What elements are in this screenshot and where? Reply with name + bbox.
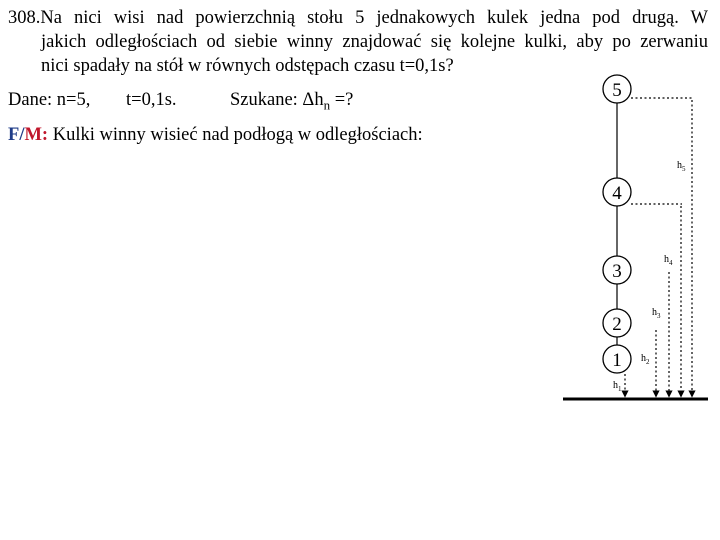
ball-5 bbox=[603, 75, 631, 103]
ball-1 bbox=[603, 345, 631, 373]
fm-f: F bbox=[8, 125, 20, 145]
svg-text:1: 1 bbox=[612, 350, 622, 371]
problem-line-1: 308.Na nici wisi nad powierzchnią stołu 5 jednakowych kulek jedna pod drugą. W bbox=[8, 8, 708, 28]
h4-label: $h_4$ bbox=[664, 254, 673, 267]
svg-text:2: 2 bbox=[612, 314, 622, 335]
problem-number: 308. bbox=[8, 8, 41, 28]
sought-quantity: Szukane: $\Delta h_n$ =? bbox=[230, 90, 354, 113]
h5-label: $h_5$ bbox=[677, 160, 686, 173]
svg-text:4: 4 bbox=[612, 183, 622, 204]
problem-line-2: jakich odległościach od siebie winny znajdować się kolejne kulki, aby po zerwaniu bbox=[41, 32, 708, 52]
h2-label: $h_2$ bbox=[641, 353, 650, 366]
given-data: Dane: n=5, bbox=[8, 90, 91, 110]
given-time: t=0,1s. bbox=[126, 90, 177, 110]
ball-4 bbox=[603, 178, 631, 206]
ball-3 bbox=[603, 256, 631, 284]
svg-text:5: 5 bbox=[612, 80, 622, 101]
h3-label: $h_3$ bbox=[652, 307, 661, 320]
solution-intro: F/M: Kulki winny wisieć nad podłogą w odległościach: bbox=[8, 125, 423, 145]
svg-text:3: 3 bbox=[612, 261, 622, 282]
problem-line-3: nici spadały na stół w równych odstępach czasu t=0,1s? bbox=[41, 56, 454, 76]
fm-m: M: bbox=[24, 125, 49, 145]
ball-2 bbox=[603, 309, 631, 337]
h1-label: $h_1$ bbox=[613, 380, 622, 393]
